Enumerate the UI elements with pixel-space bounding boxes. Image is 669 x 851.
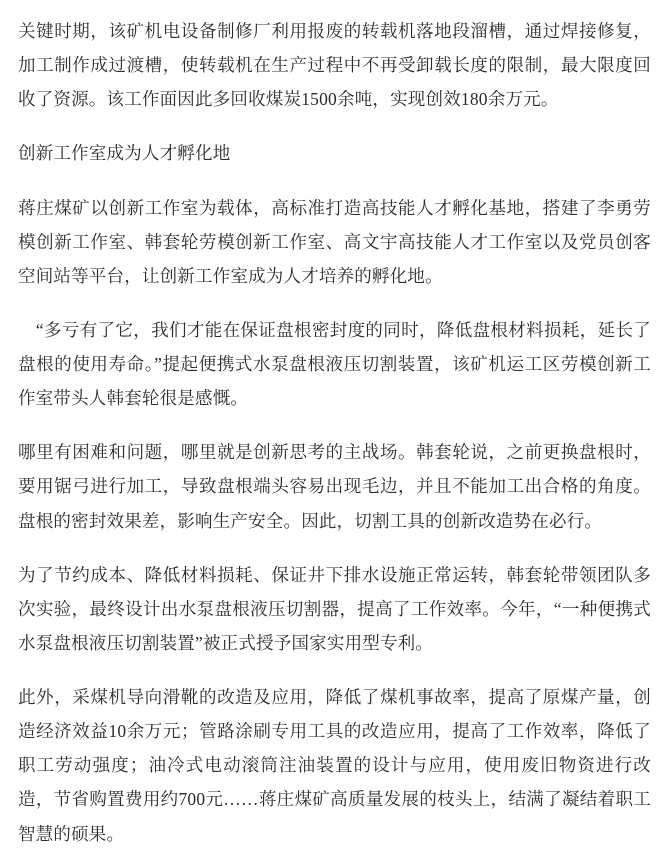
paragraph-patent: 为了节约成本、降低材料损耗、保证井下排水设施正常运转，韩套轮带领团队多次实验，最终设计出水泵盘根液压切割器，提高了工作效率。今年，“一种便携式水泵盘根液压切割装置”被正式授予国家实用型专利。 [18,564,651,653]
paragraph-other-achievements: 此外，采煤机导向滑靴的改造及应用，降低了煤机事故率，提高了原煤产量，创造经济效益10余万元；管路涂刷专用工具的改造应用，提高了工作效率，降低了职工劳动强度；油冷式电动滚筒注油装置的设计与应用，使用废旧物资进行改造，节省购置费用约700元……蒋庄煤矿高质量发展的枝头上，结满了凝结着职工智慧的硕果。 [18,687,651,844]
paragraph-quote-hantaolun: “多亏有了它，我们才能在保证盘根密封度的同时，降低盘根材料损耗，延长了盘根的使用寿命。”提起便携式水泵盘根液压切割装置，该矿机运工区劳模创新工作室带头人韩套轮很是感慨。 [18,319,651,409]
paragraph-talent-base: 蒋庄煤矿以创新工作室为载体，高标准打造高技能人才孵化基地，搭建了李勇劳模创新工作室、韩套轮劳模创新工作室、高文宇高技能人才工作室以及党员创客空间站等平台，让创新工作室成为人才培养的孵化地。 [18,197,651,286]
paragraph-opening: 关键时期，该矿机电设备制修厂利用报废的转载机落地段溜槽，通过焊接修复，加工制作成过渡槽，使转载机在生产过程中不再受卸载长度的限制，最大限度回收了资源。该工作面因此多回收煤炭1500余吨，实现创效180余万元。 [18,21,651,110]
paragraph-innovation-need: 哪里有困难和问题，哪里就是创新思考的主战场。韩套轮说，之前更换盘根时，要用锯弓进行加工，导致盘根端头容易出现毛边，并且不能加工出合格的角度。盘根的密封效果差，影响生产安全。因此，切割工具的创新改造势在必行。 [18,442,651,531]
section-heading-innovation-studio: 创新工作室成为人才孵化地 [18,143,231,164]
article-body [18,14,651,851]
